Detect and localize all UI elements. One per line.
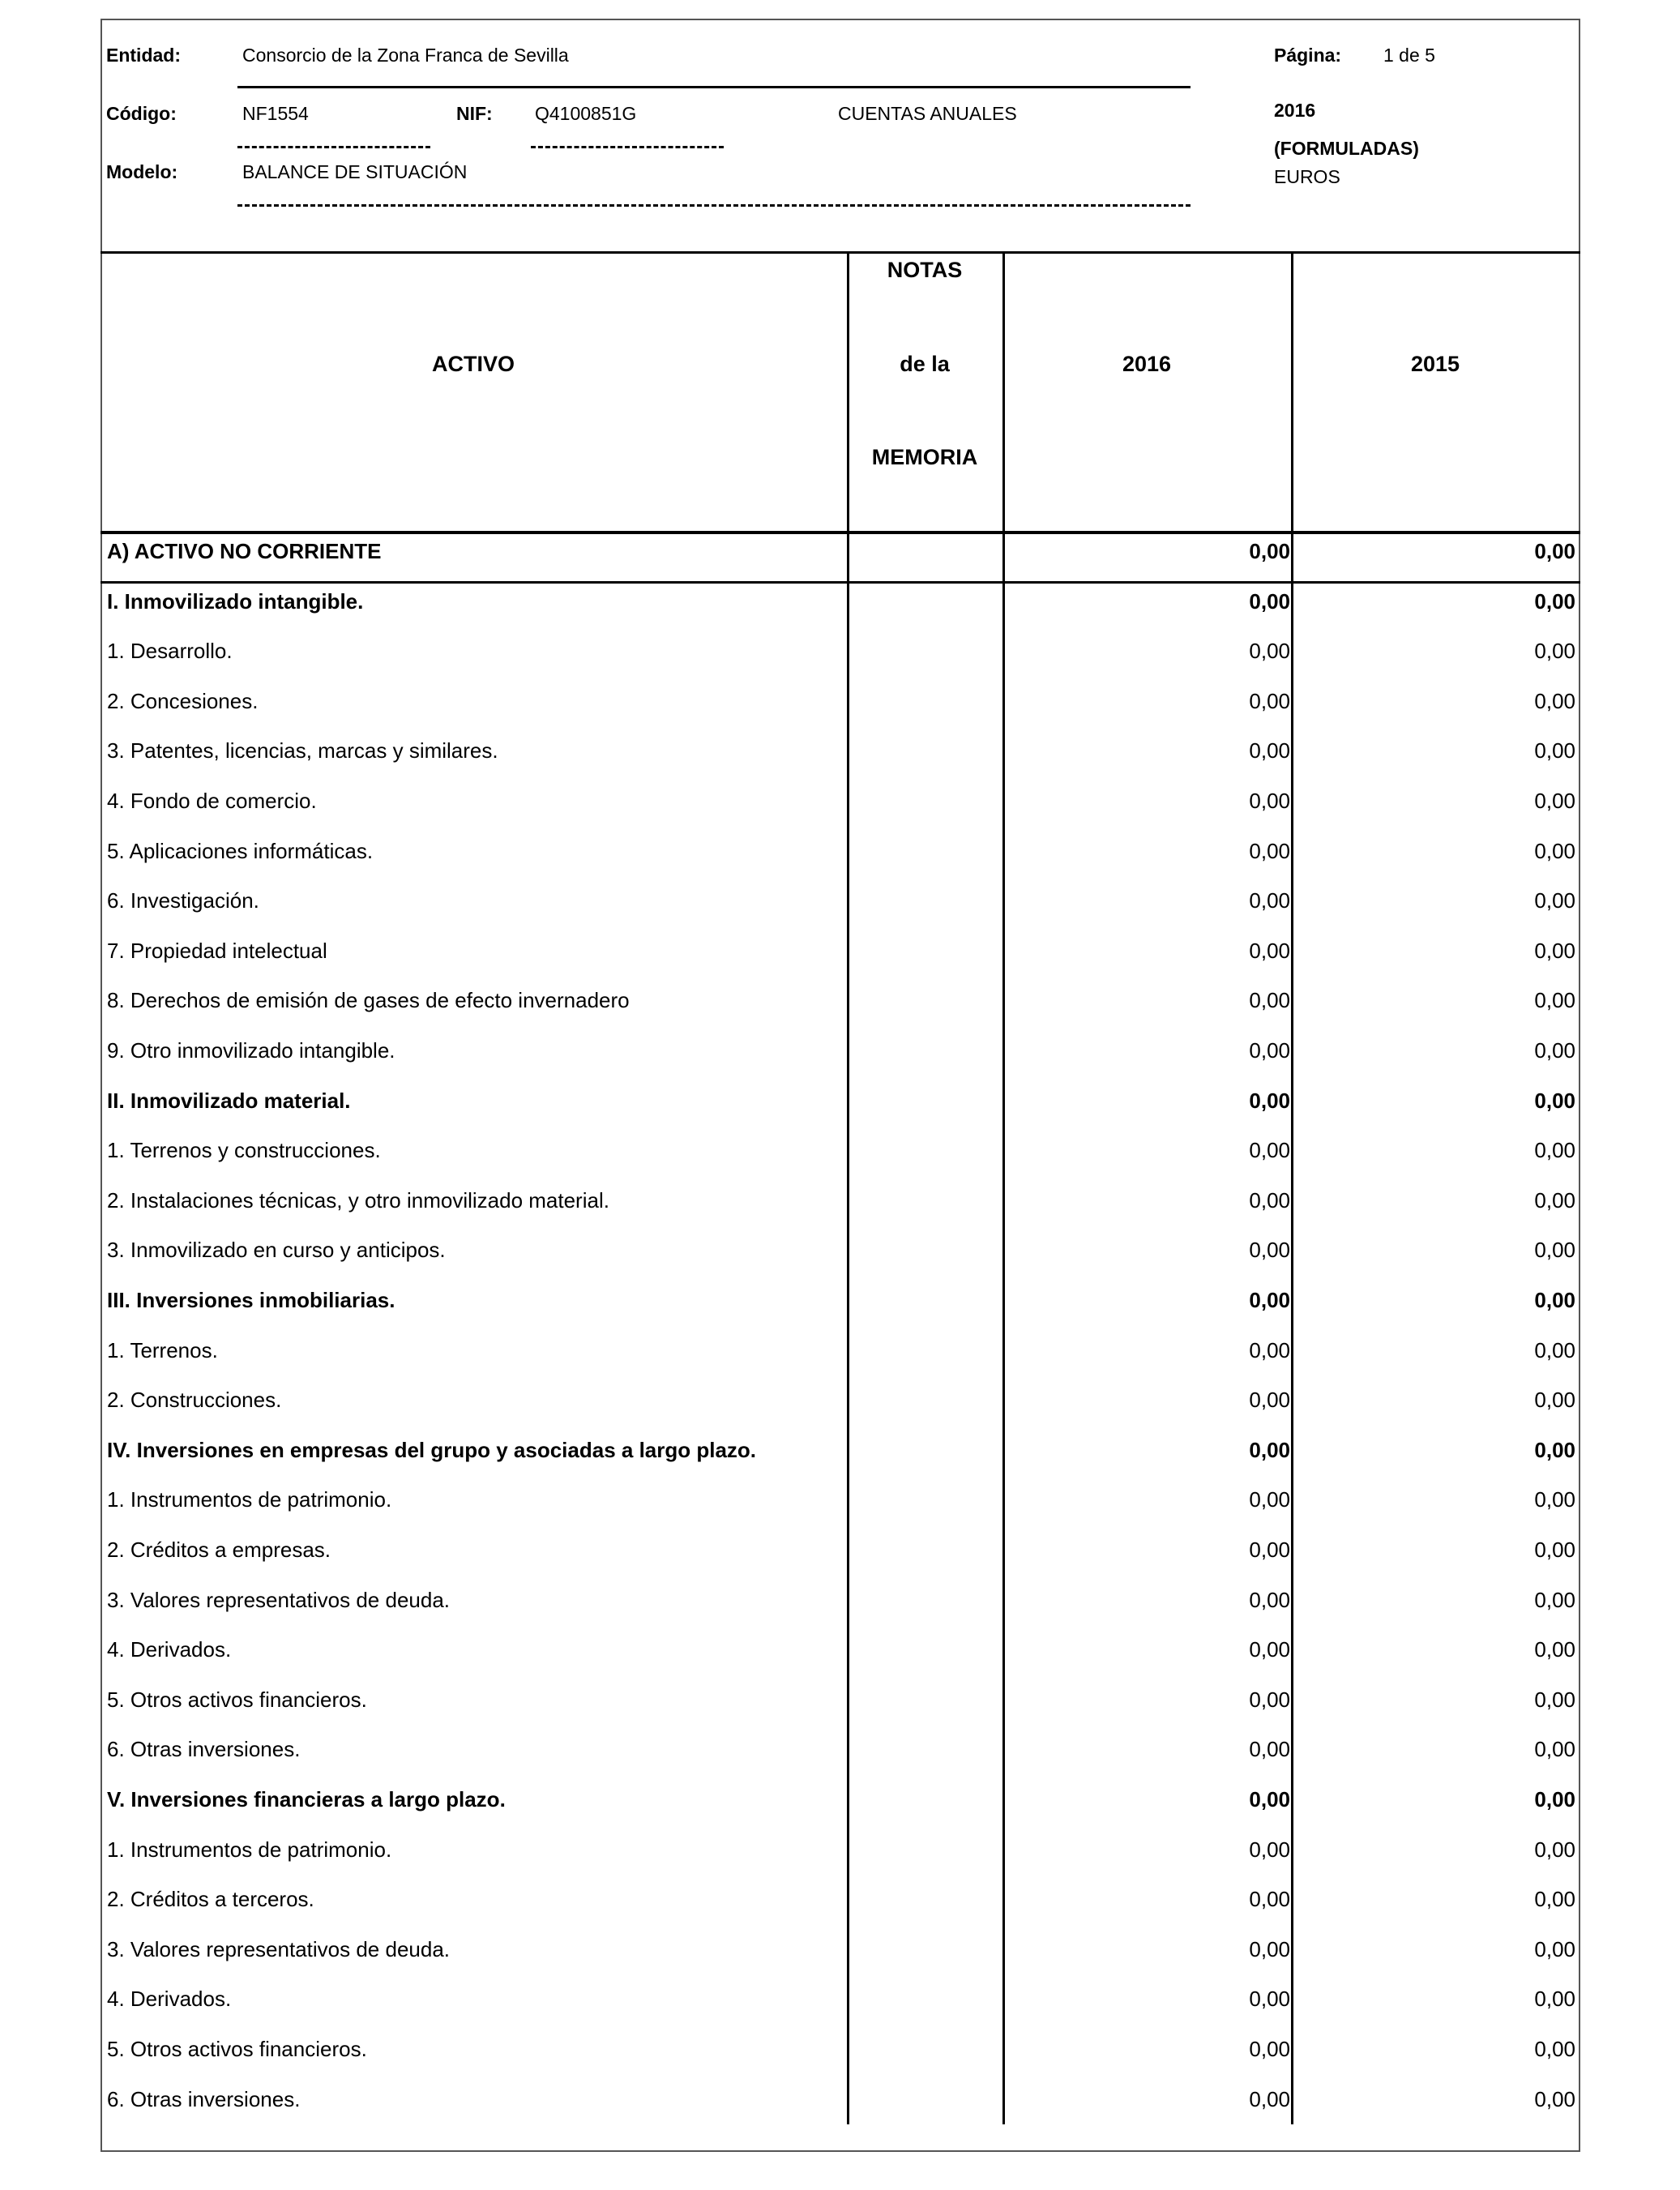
table-row (100, 1076, 1580, 1127)
row-value-2016: 0,00 (1249, 838, 1290, 863)
row-label: 4. Derivados. (107, 1987, 232, 2012)
formuladas-label: (FORMULADAS) (1274, 138, 1419, 159)
row-value-2016: 0,00 (1249, 1388, 1290, 1413)
row-value-2016: 0,00 (1249, 1187, 1290, 1213)
row-label: V. Inversiones financieras a largo plazo. (107, 1787, 506, 1811)
row-value-2015: 0,00 (1534, 1887, 1575, 1912)
table-row (100, 1326, 1580, 1376)
row-value-2015: 0,00 (1534, 1936, 1575, 1961)
table-row (100, 577, 1580, 627)
table-row (100, 876, 1580, 926)
row-value-2016: 0,00 (1249, 1587, 1290, 1612)
pagina-label: Página: (1274, 45, 1342, 66)
row-value-2015: 0,00 (1534, 1437, 1575, 1462)
row-value-2016: 0,00 (1249, 738, 1290, 764)
row-value-2015: 0,00 (1534, 588, 1575, 614)
row-value-2016: 0,00 (1249, 1138, 1290, 1163)
row-value-2015: 0,00 (1534, 1487, 1575, 1512)
row-label: 5. Otros activos financieros. (107, 1687, 367, 1712)
table-row (100, 1725, 1580, 1775)
row-value-2016: 0,00 (1249, 1887, 1290, 1912)
modelo-dash-rule (237, 204, 1191, 207)
table-row (100, 1475, 1580, 1525)
codigo-value: NF1554 (242, 103, 309, 124)
table-row (100, 1225, 1580, 1276)
table-row (100, 1625, 1580, 1675)
row-value-2015: 0,00 (1534, 688, 1575, 713)
row-value-2015: 0,00 (1534, 838, 1575, 863)
row-value-2016: 0,00 (1249, 1238, 1290, 1263)
row-label: 1. Terrenos. (107, 1337, 218, 1362)
row-value-2015: 0,00 (1534, 1587, 1575, 1612)
table-row (100, 976, 1580, 1026)
row-label: 1. Instrumentos de patrimonio. (107, 1487, 392, 1512)
row-value-2015: 0,00 (1534, 1088, 1575, 1113)
row-value-2015: 0,00 (1534, 1138, 1575, 1163)
row-value-2015: 0,00 (1534, 1687, 1575, 1712)
row-value-2016: 0,00 (1249, 1088, 1290, 1113)
row-value-2016: 0,00 (1249, 639, 1290, 664)
row-value-2015: 0,00 (1534, 1637, 1575, 1662)
codigo-label: Código: (106, 103, 177, 124)
row-value-2016: 0,00 (1249, 1337, 1290, 1362)
table-row (100, 1925, 1580, 1975)
row-label: 2. Créditos a empresas. (107, 1538, 331, 1562)
table-row (100, 776, 1580, 827)
row-label: 2. Créditos a terceros. (107, 1887, 314, 1912)
row-value-2016: 0,00 (1249, 539, 1290, 563)
row-label: 4. Fondo de comercio. (107, 789, 317, 813)
row-value-2015: 0,00 (1534, 1737, 1575, 1762)
row-value-2015: 0,00 (1534, 1837, 1575, 1862)
table-row (100, 827, 1580, 877)
table-row (100, 1026, 1580, 1076)
row-label: 5. Aplicaciones informáticas. (107, 838, 374, 863)
row-label: 1. Desarrollo. (107, 639, 233, 664)
row-value-2016: 0,00 (1249, 1487, 1290, 1512)
row-label: 8. Derechos de emisión de gases de efecto invernadero (107, 988, 630, 1013)
table-row (100, 726, 1580, 776)
row-value-2015: 0,00 (1534, 1187, 1575, 1213)
row-value-2016: 0,00 (1249, 688, 1290, 713)
table-row (100, 1176, 1580, 1226)
row-label: 2. Concesiones. (107, 688, 259, 713)
nif-value: Q4100851G (535, 103, 637, 124)
row-value-2015: 0,00 (1534, 639, 1575, 664)
row-value-2015: 0,00 (1534, 1337, 1575, 1362)
row-label: 2. Instalaciones técnicas, y otro inmovilizado material. (107, 1187, 609, 1213)
row-value-2016: 0,00 (1249, 1637, 1290, 1662)
row-value-2015: 0,00 (1534, 1288, 1575, 1312)
table-row (100, 2075, 1580, 2125)
table-row (100, 1875, 1580, 1925)
table-row (100, 1675, 1580, 1726)
row-label: 6. Otras inversiones. (107, 1737, 301, 1762)
row-value-2016: 0,00 (1249, 1737, 1290, 1762)
row-label: 3. Valores representativos de deuda. (107, 1587, 451, 1612)
row-value-2016: 0,00 (1249, 2086, 1290, 2111)
row-value-2015: 0,00 (1534, 1538, 1575, 1562)
row-label: II. Inmovilizado material. (107, 1088, 351, 1113)
modelo-label: Modelo: (106, 161, 178, 182)
cuentas-anuales: CUENTAS ANUALES (838, 103, 1017, 124)
row-value-2016: 0,00 (1249, 1837, 1290, 1862)
row-value-2016: 0,00 (1249, 1687, 1290, 1712)
row-label: III. Inversiones inmobiliarias. (107, 1288, 395, 1312)
row-label: 3. Valores representativos de deuda. (107, 1936, 451, 1961)
row-label: A) ACTIVO NO CORRIENTE (107, 539, 382, 563)
row-value-2015: 0,00 (1534, 539, 1575, 563)
row-value-2015: 0,00 (1534, 1238, 1575, 1263)
row-label: IV. Inversiones en empresas del grupo y asociadas a largo plazo. (107, 1437, 757, 1462)
row-label: 6. Investigación. (107, 888, 259, 913)
nif-dash-rule (531, 146, 724, 148)
table-row (100, 1825, 1580, 1876)
row-label: 2. Construcciones. (107, 1388, 282, 1413)
row-value-2015: 0,00 (1534, 938, 1575, 963)
column-header-activo: ACTIVO (431, 352, 515, 376)
row-label: 3. Inmovilizado en curso y anticipos. (107, 1238, 446, 1263)
table-row (100, 1525, 1580, 1576)
table-row (100, 527, 1580, 577)
table-top-border (100, 251, 1580, 254)
row-label: 9. Otro inmovilizado intangible. (107, 1038, 395, 1063)
row-value-2015: 0,00 (1534, 1388, 1575, 1413)
column-header-notas: NOTAS (887, 258, 963, 282)
row-value-2016: 0,00 (1249, 2037, 1290, 2061)
row-value-2015: 0,00 (1534, 988, 1575, 1013)
currency-label: EUROS (1274, 166, 1340, 187)
row-value-2015: 0,00 (1534, 738, 1575, 764)
column-header-2016: 2016 (1122, 352, 1172, 376)
row-value-2016: 0,00 (1249, 888, 1290, 913)
row-label: 4. Derivados. (107, 1637, 232, 1662)
table-row (100, 2025, 1580, 2075)
row-label: 1. Terrenos y construcciones. (107, 1138, 381, 1163)
modelo-value: BALANCE DE SITUACIÓN (242, 161, 468, 182)
row-value-2016: 0,00 (1249, 1038, 1290, 1063)
row-value-2015: 0,00 (1534, 789, 1575, 813)
row-value-2015: 0,00 (1534, 1038, 1575, 1063)
row-value-2016: 0,00 (1249, 588, 1290, 614)
row-value-2016: 0,00 (1249, 1538, 1290, 1562)
row-value-2016: 0,00 (1249, 1936, 1290, 1961)
header-rule (237, 86, 1191, 88)
row-label: 1. Instrumentos de patrimonio. (107, 1837, 392, 1862)
table-row (100, 1576, 1580, 1626)
row-value-2016: 0,00 (1249, 1437, 1290, 1462)
row-label: 5. Otros activos financieros. (107, 2037, 367, 2061)
table-row (100, 627, 1580, 677)
row-label: 3. Patentes, licencias, marcas y similares. (107, 738, 498, 764)
report-year: 2016 (1274, 100, 1316, 121)
column-header-2015: 2015 (1410, 352, 1460, 376)
column-header-memoria: MEMORIA (871, 445, 978, 469)
row-value-2016: 0,00 (1249, 938, 1290, 963)
table-row (100, 1375, 1580, 1426)
row-value-2015: 0,00 (1534, 2037, 1575, 2061)
entidad-label: Entidad: (106, 45, 181, 66)
table-row (100, 1276, 1580, 1326)
table-row (100, 1426, 1580, 1476)
table-row (100, 1974, 1580, 2025)
row-value-2016: 0,00 (1249, 1787, 1290, 1811)
row-value-2015: 0,00 (1534, 888, 1575, 913)
table-row (100, 926, 1580, 977)
row-label: 6. Otras inversiones. (107, 2086, 301, 2111)
row-label: 7. Propiedad intelectual (107, 938, 327, 963)
row-value-2016: 0,00 (1249, 1288, 1290, 1312)
row-value-2015: 0,00 (1534, 2086, 1575, 2111)
column-header-de-la: de la (900, 352, 950, 376)
entidad-value: Consorcio de la Zona Franca de Sevilla (242, 45, 569, 66)
table-row (100, 1126, 1580, 1176)
row-label: I. Inmovilizado intangible. (107, 588, 364, 614)
row-value-2015: 0,00 (1534, 1987, 1575, 2012)
row-value-2016: 0,00 (1249, 1987, 1290, 2012)
row-value-2016: 0,00 (1249, 789, 1290, 813)
row-value-2016: 0,00 (1249, 988, 1290, 1013)
codigo-dash-rule (237, 146, 430, 148)
nif-label: NIF: (456, 103, 493, 124)
row-value-2015: 0,00 (1534, 1787, 1575, 1811)
table-row (100, 1775, 1580, 1825)
table-row (100, 677, 1580, 727)
pagina-value: 1 de 5 (1383, 45, 1435, 66)
